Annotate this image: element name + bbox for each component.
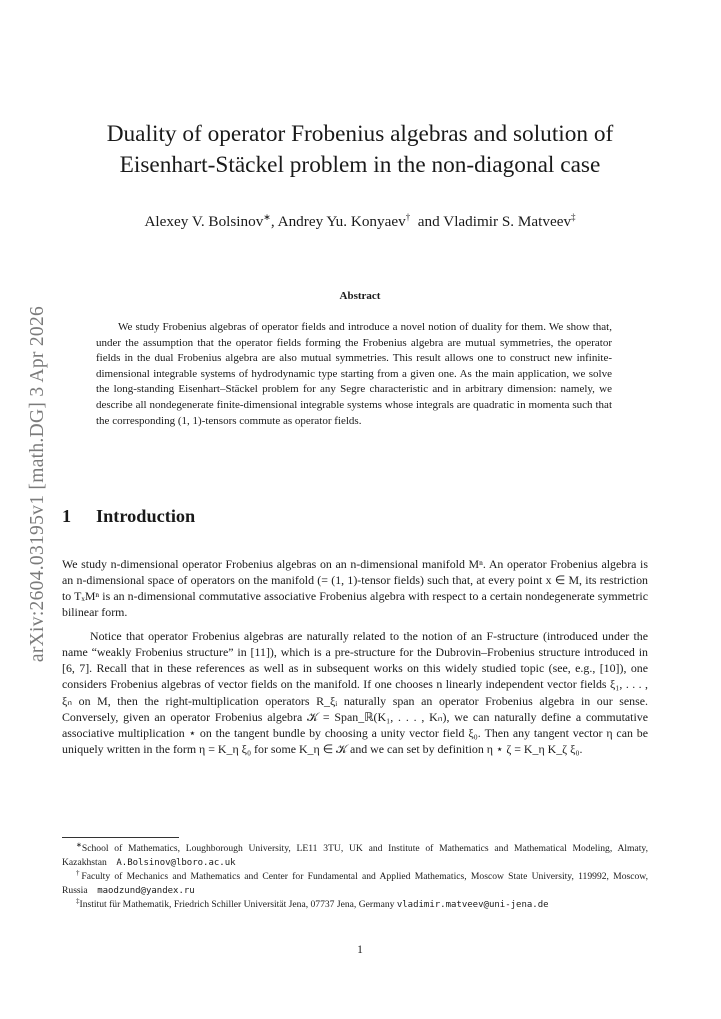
page-number: 1 — [357, 944, 363, 956]
section-title: Introduction — [96, 506, 196, 526]
body-text — [62, 556, 648, 757]
author-footnote-mark[interactable]: ∗ — [263, 212, 271, 222]
footnotes — [62, 842, 648, 912]
author-separator: and — [410, 213, 444, 230]
abstract-heading: Abstract — [339, 290, 381, 302]
arxiv-identifier: arXiv:2604.03195v1 [math.DG] 3 Apr 2026 — [27, 305, 48, 663]
paragraph: Notice that operator Frobenius algebras are naturally related to the notion of an F-structure (introduced under the name “weakly Frobenius structure” in [11]), which is a pre-structure for the Dubrovin–Frobenius structure introduced in [6, 7]. Recall that in these references as well as in subsequent works on this widely studied topic (see, e.g., [10]), one considers Frobenius algebras of vector fields on the manifold. If one chooses n linearly independent vector fields ξ₁, . . . , ξₙ on M, then the right-multiplication operators R_ξᵢ naturally span an operator Frobenius algebra in our sense. Conversely, given an operator Frobenius algebra 𝒦 = Span_ℝ(K₁, . . . , Kₙ), we can naturally define a commutative associative multiplication ⋆ on the tangent bundle by choosing a unity vector field ξ₀. Then any tangent vector η can be uniquely written in the form η = K_η ξ₀ for some K_η ∈ 𝒦 and we can set by definition η ⋆ ζ = K_η K_ζ ξ₀. — [62, 629, 648, 756]
author-name: Alexey V. Bolsinov — [144, 213, 264, 230]
footnote-mark: ∗ — [76, 841, 82, 849]
footnote-rule — [62, 837, 179, 838]
footnote-affiliation: Faculty of Mechanics and Mathematics and Center for Fundamental and Applied Mathematics, Moscow State University, 119992, Moscow, Russia — [62, 871, 649, 897]
footnote-email[interactable]: A.Bolsinov@lboro.ac.uk — [116, 858, 236, 869]
footnote-affiliation: Institut für Mathematik, Friedrich Schiller Universität Jena, 07737 Jena, Germany — [79, 899, 395, 911]
author-separator: , — [270, 213, 278, 230]
footnote-email[interactable]: maodzund@yandex.ru — [97, 886, 195, 897]
title-line-1: Duality of operator Frobenius algebras and solution of — [106, 121, 614, 147]
footnote — [62, 870, 648, 898]
section-number: 1 — [62, 506, 72, 526]
footnote-mark: † — [76, 869, 82, 878]
title-line-2: Eisenhart-Stäckel problem in the non-diagonal case — [119, 152, 601, 178]
footnote — [62, 842, 648, 870]
author-name: Vladimir S. Matveev — [443, 213, 572, 230]
section-heading — [62, 506, 195, 527]
author-list — [60, 212, 660, 232]
author-name: Andrey Yu. Konyaev — [277, 213, 406, 230]
author-footnote-mark[interactable]: † — [405, 212, 411, 222]
footnote-email[interactable]: vladimir.matveev@uni-jena.de — [396, 900, 549, 911]
author-footnote-mark[interactable]: ‡ — [571, 212, 576, 222]
abstract-text: We study Frobenius algebras of operator fields and introduce a novel notion of duality for them. We show that, under the assumption that the operator fields forming the Frobenius algebra are mutual symmetries, the operator fields in the dual Frobenius algebra are also mutual symmetries. This result allows one to construct new infinite-dimensional integrable systems of hydrodynamic type starting from a given one. As the main application, we solve the long-standing Eisenhart–Stäckel problem for any Segre characteristic and in arbitrary dimension: namely, we describe all nondegenerate finite-dimensional integrable systems whose integrals are quadratic in momenta such that the corresponding (1, 1)-tensors commute as operator fields. — [96, 321, 612, 427]
footnote — [62, 898, 648, 912]
paragraph: We study n-dimensional operator Frobenius algebras on an n-dimensional manifold Mⁿ. An operator Frobenius algebra is an n-dimensional space of operators on the manifold (= (1, 1)-tensor fields) such that, at every point x ∈ M, its restriction to TₓMⁿ is an n-dimensional commutative associative Frobenius algebra with respect to a certain nondegenerate symmetric bilinear form. — [62, 557, 648, 620]
paper-title — [60, 119, 660, 181]
abstract-body — [96, 320, 612, 429]
footnote-affiliation: School of Mathematics, Loughborough University, LE11 3TU, UK and Institute of Mathematics and Mathematical Modeling, Almaty, Kazakhstan — [62, 843, 648, 869]
arxiv-sidebar-stamp — [26, 290, 50, 678]
footnote-mark: ‡ — [76, 897, 80, 906]
